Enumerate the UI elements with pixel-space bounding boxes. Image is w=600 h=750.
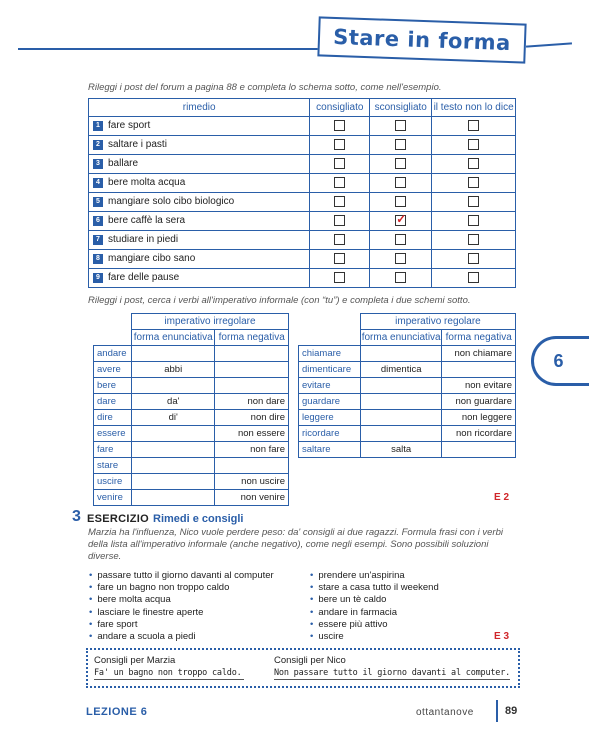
verb-negative[interactable]: non guardare — [442, 394, 516, 410]
verb-list-item: • bere un tè caldo — [310, 594, 439, 606]
verb-row — [94, 442, 289, 458]
marzia-label: Consigli per Marzia — [94, 655, 176, 666]
verb-row — [94, 490, 289, 506]
verb-list-item: • fare sport — [89, 619, 274, 631]
checkbox-consigliato[interactable] — [334, 177, 345, 188]
checkbox-sconsigliato[interactable] — [395, 196, 406, 207]
verb-infinitive: dare — [94, 394, 132, 410]
checkbox-sconsigliato[interactable] — [395, 139, 406, 150]
verb-list-item: • bere molta acqua — [89, 594, 274, 606]
checkbox-sconsigliato[interactable] — [395, 215, 406, 226]
checkbox-cell-nonlodice — [432, 212, 516, 231]
checkbox-consigliato[interactable] — [334, 253, 345, 264]
verb-affirmative[interactable] — [131, 346, 215, 362]
remedy-label: saltare i pasti — [108, 139, 167, 151]
checkbox-cell-sconsigliato — [370, 212, 432, 231]
verb-affirmative[interactable] — [131, 378, 215, 394]
checkbox-nonlodice[interactable] — [468, 158, 479, 169]
marzia-answer[interactable]: Fa' un bagno non troppo caldo. — [94, 668, 244, 680]
checkbox-cell-sconsigliato — [370, 174, 432, 193]
verb-negative[interactable]: non dare — [215, 394, 289, 410]
checkbox-cell-consigliato — [310, 136, 370, 155]
remedy-cell — [89, 136, 310, 155]
remedy-row — [89, 250, 516, 269]
item-number: 4 — [93, 178, 103, 188]
reference-e2: E 2 — [494, 492, 510, 503]
footer-separator — [496, 700, 498, 722]
verb-row — [299, 378, 516, 394]
remedy-cell — [89, 250, 310, 269]
checkbox-cell-consigliato — [310, 250, 370, 269]
verb-row — [94, 362, 289, 378]
checkbox-cell-sconsigliato — [370, 193, 432, 212]
remedy-label: ballare — [108, 158, 139, 170]
exercise-instruction: Marzia ha l'influenza, Nico vuole perdere peso: da' consigli ai due ragazzi. Formula frasi con i verbi della lista all'imperativo informale (anche negativo), come negli esempi. Sono possibili soluzioni diverse. — [88, 527, 503, 562]
verb-affirmative[interactable]: dimentica — [360, 362, 442, 378]
remedy-row — [89, 155, 516, 174]
checkbox-cell-sconsigliato — [370, 231, 432, 250]
checkbox-consigliato[interactable] — [334, 158, 345, 169]
checkbox-cell-sconsigliato — [370, 136, 432, 155]
regular-col-negative: forma negativa — [442, 330, 516, 346]
regular-imperative-table — [298, 313, 516, 458]
item-number: 6 — [93, 216, 103, 226]
irregular-imperative-table — [93, 313, 289, 506]
verb-row — [94, 426, 289, 442]
remedy-label: studiare in piedi — [108, 234, 179, 246]
verb-infinitive: uscire — [94, 474, 132, 490]
verb-affirmative[interactable] — [360, 394, 442, 410]
verb-infinitive: stare — [94, 458, 132, 474]
irregular-title: imperativo irregolare — [131, 314, 288, 330]
remedy-row — [89, 269, 516, 288]
checkbox-nonlodice[interactable] — [468, 234, 479, 245]
verb-infinitive: guardare — [299, 394, 361, 410]
verb-negative[interactable]: non chiamare — [442, 346, 516, 362]
checkbox-consigliato[interactable] — [334, 272, 345, 283]
verb-affirmative[interactable] — [360, 346, 442, 362]
verb-infinitive: essere — [94, 426, 132, 442]
title-underline-tail — [526, 42, 572, 47]
remedy-cell — [89, 212, 310, 231]
footer-lesson: LEZIONE 6 — [86, 706, 148, 718]
checkbox-sconsigliato[interactable] — [395, 234, 406, 245]
verb-negative[interactable] — [215, 458, 289, 474]
header-non-lo-dice: il testo non lo dice — [432, 99, 516, 117]
title-underline — [18, 48, 318, 50]
checkbox-cell-nonlodice — [432, 231, 516, 250]
header-rimedio: rimedio — [89, 99, 310, 117]
checkbox-cell-nonlodice — [432, 136, 516, 155]
checkbox-consigliato[interactable] — [334, 215, 345, 226]
checkbox-consigliato[interactable] — [334, 139, 345, 150]
remedy-label: fare delle pause — [108, 272, 180, 284]
checkbox-nonlodice[interactable] — [468, 272, 479, 283]
checkbox-nonlodice[interactable] — [468, 215, 479, 226]
item-number: 9 — [93, 273, 103, 283]
remedy-cell — [89, 193, 310, 212]
verb-row — [299, 394, 516, 410]
verb-negative[interactable] — [215, 362, 289, 378]
checkbox-nonlodice[interactable] — [468, 253, 479, 264]
page-title: Stare in forma — [317, 16, 526, 63]
answer-box — [86, 648, 520, 688]
verb-affirmative[interactable] — [131, 442, 215, 458]
verb-affirmative[interactable] — [131, 474, 215, 490]
remedy-label: mangiare cibo sano — [108, 253, 196, 265]
instruction-second: Rileggi i post, cerca i verbi all'imperativo informale (con “tu”) e completa i due schemi sotto. — [88, 295, 471, 306]
verb-affirmative[interactable] — [131, 426, 215, 442]
verb-list-item: • lasciare le finestre aperte — [89, 607, 274, 619]
checkbox-cell-consigliato — [310, 155, 370, 174]
verb-row — [94, 378, 289, 394]
exercise-number: 3 — [72, 508, 81, 525]
exercise-heading — [87, 513, 243, 525]
verb-affirmative[interactable] — [360, 410, 442, 426]
verb-row — [299, 426, 516, 442]
verb-infinitive: leggere — [299, 410, 361, 426]
remedy-cell — [89, 117, 310, 136]
remedy-row — [89, 231, 516, 250]
remedy-row — [89, 117, 516, 136]
verb-row — [94, 394, 289, 410]
footer-page-word: ottantanove — [416, 707, 474, 718]
verb-affirmative[interactable]: di' — [131, 410, 215, 426]
verb-affirmative[interactable]: abbi — [131, 362, 215, 378]
checkbox-sconsigliato[interactable] — [395, 158, 406, 169]
verb-affirmative[interactable] — [131, 458, 215, 474]
verb-row — [299, 362, 516, 378]
verb-row — [94, 458, 289, 474]
verb-list-item: • andare in farmacia — [310, 607, 439, 619]
remedy-row — [89, 136, 516, 155]
reference-e3: E 3 — [494, 631, 510, 642]
checkbox-cell-consigliato — [310, 269, 370, 288]
item-number: 2 — [93, 140, 103, 150]
verb-row — [94, 474, 289, 490]
remedy-row — [89, 193, 516, 212]
verb-infinitive: andare — [94, 346, 132, 362]
remedy-row — [89, 174, 516, 193]
checkbox-nonlodice[interactable] — [468, 120, 479, 131]
checkbox-nonlodice[interactable] — [468, 139, 479, 150]
verb-negative[interactable]: non evitare — [442, 378, 516, 394]
verb-negative[interactable]: non ricordare — [442, 426, 516, 442]
item-number: 1 — [93, 121, 103, 131]
checkbox-cell-consigliato — [310, 193, 370, 212]
checkbox-nonlodice[interactable] — [468, 177, 479, 188]
verb-affirmative[interactable] — [360, 426, 442, 442]
regular-col-affirmative: forma enunciativa — [360, 330, 442, 346]
verb-list-item: • stare a casa tutto il weekend — [310, 582, 439, 594]
remedy-row — [89, 212, 516, 231]
remedy-cell — [89, 174, 310, 193]
answers-marzia — [94, 655, 244, 680]
checkbox-cell-consigliato — [310, 231, 370, 250]
checkbox-consigliato[interactable] — [334, 196, 345, 207]
checkbox-cell-consigliato — [310, 212, 370, 231]
item-number: 5 — [93, 197, 103, 207]
header-consigliato: consigliato — [310, 99, 370, 117]
checkbox-sconsigliato[interactable] — [395, 120, 406, 131]
verb-negative[interactable]: non fare — [215, 442, 289, 458]
remedy-label: fare sport — [108, 120, 151, 132]
checkbox-cell-nonlodice — [432, 155, 516, 174]
remedy-cell — [89, 155, 310, 174]
verb-negative[interactable] — [215, 346, 289, 362]
checkbox-cell-nonlodice — [432, 117, 516, 136]
verb-list-item: • passare tutto il giorno davanti al computer — [89, 570, 274, 582]
instruction-first: Rileggi i post del forum a pagina 88 e completa lo schema sotto, come nell'esempio. — [88, 82, 442, 93]
remedy-cell — [89, 231, 310, 250]
verb-infinitive: bere — [94, 378, 132, 394]
verb-negative[interactable]: non dire — [215, 410, 289, 426]
verb-list-item: • essere più attivo — [310, 619, 439, 631]
remedies-table — [88, 98, 516, 288]
checkbox-cell-sconsigliato — [370, 117, 432, 136]
verb-infinitive: dire — [94, 410, 132, 426]
verb-row — [299, 346, 516, 362]
answers-nico — [274, 655, 510, 680]
item-number: 3 — [93, 159, 103, 169]
checkbox-cell-sconsigliato — [370, 269, 432, 288]
verb-affirmative[interactable] — [360, 378, 442, 394]
verb-list-item: • andare a scuola a piedi — [89, 631, 274, 643]
nico-answer[interactable]: Non passare tutto il giorno davanti al computer. — [274, 668, 511, 678]
checkbox-consigliato[interactable] — [334, 234, 345, 245]
checkbox-cell-nonlodice — [432, 193, 516, 212]
irregular-col-affirmative: forma enunciativa — [131, 330, 215, 346]
verb-row — [299, 410, 516, 426]
remedy-cell — [89, 269, 310, 288]
verb-row — [94, 410, 289, 426]
checkbox-cell-consigliato — [310, 174, 370, 193]
remedy-label: bere caffè la sera — [108, 215, 186, 227]
remedy-label: mangiare solo cibo biologico — [108, 196, 235, 208]
checkbox-cell-sconsigliato — [370, 155, 432, 174]
regular-title: imperativo regolare — [360, 314, 515, 330]
verb-infinitive: fare — [94, 442, 132, 458]
verb-infinitive: chiamare — [299, 346, 361, 362]
checkbox-sconsigliato[interactable] — [395, 272, 406, 283]
verb-negative[interactable] — [442, 442, 516, 458]
verb-infinitive: saltare — [299, 442, 361, 458]
verb-negative[interactable] — [215, 378, 289, 394]
header-sconsigliato: sconsigliato — [370, 99, 432, 117]
checkbox-cell-nonlodice — [432, 269, 516, 288]
verb-list-item: • fare un bagno non troppo caldo — [89, 582, 274, 594]
verb-row — [94, 346, 289, 362]
verb-negative[interactable]: non venire — [215, 490, 289, 506]
verb-list-left — [89, 570, 274, 643]
verb-list-right — [310, 570, 439, 643]
verb-row — [299, 442, 516, 458]
item-number: 7 — [93, 235, 103, 245]
remedy-label: bere molta acqua — [108, 177, 186, 189]
verb-negative[interactable]: non uscire — [215, 474, 289, 490]
verb-infinitive: dimenticare — [299, 362, 361, 378]
verb-list-item: • uscire — [310, 631, 439, 643]
verb-infinitive: venire — [94, 490, 132, 506]
checkbox-cell-consigliato — [310, 117, 370, 136]
verb-affirmative[interactable]: da' — [131, 394, 215, 410]
checkbox-consigliato[interactable] — [334, 120, 345, 131]
checkbox-cell-nonlodice — [432, 174, 516, 193]
item-number: 8 — [93, 254, 103, 264]
verb-negative[interactable] — [442, 362, 516, 378]
checkbox-nonlodice[interactable] — [468, 196, 479, 207]
checkbox-sconsigliato[interactable] — [395, 177, 406, 188]
verb-negative[interactable]: non essere — [215, 426, 289, 442]
irregular-col-negative: forma negativa — [215, 330, 289, 346]
exercise-title: Rimedi e consigli — [153, 513, 244, 525]
verb-infinitive: evitare — [299, 378, 361, 394]
footer-page-number: 89 — [505, 705, 518, 717]
verb-affirmative[interactable] — [131, 490, 215, 506]
verb-affirmative[interactable]: salta — [360, 442, 442, 458]
verb-negative[interactable]: non leggere — [442, 410, 516, 426]
verb-list-item: • prendere un'aspirina — [310, 570, 439, 582]
checkbox-cell-sconsigliato — [370, 250, 432, 269]
checkbox-sconsigliato[interactable] — [395, 253, 406, 264]
exercise-label: ESERCIZIO — [87, 513, 149, 525]
nico-label: Consigli per Nico — [274, 655, 346, 666]
chapter-tab: 6 — [531, 336, 589, 386]
checkbox-cell-nonlodice — [432, 250, 516, 269]
verb-infinitive: ricordare — [299, 426, 361, 442]
verb-infinitive: avere — [94, 362, 132, 378]
